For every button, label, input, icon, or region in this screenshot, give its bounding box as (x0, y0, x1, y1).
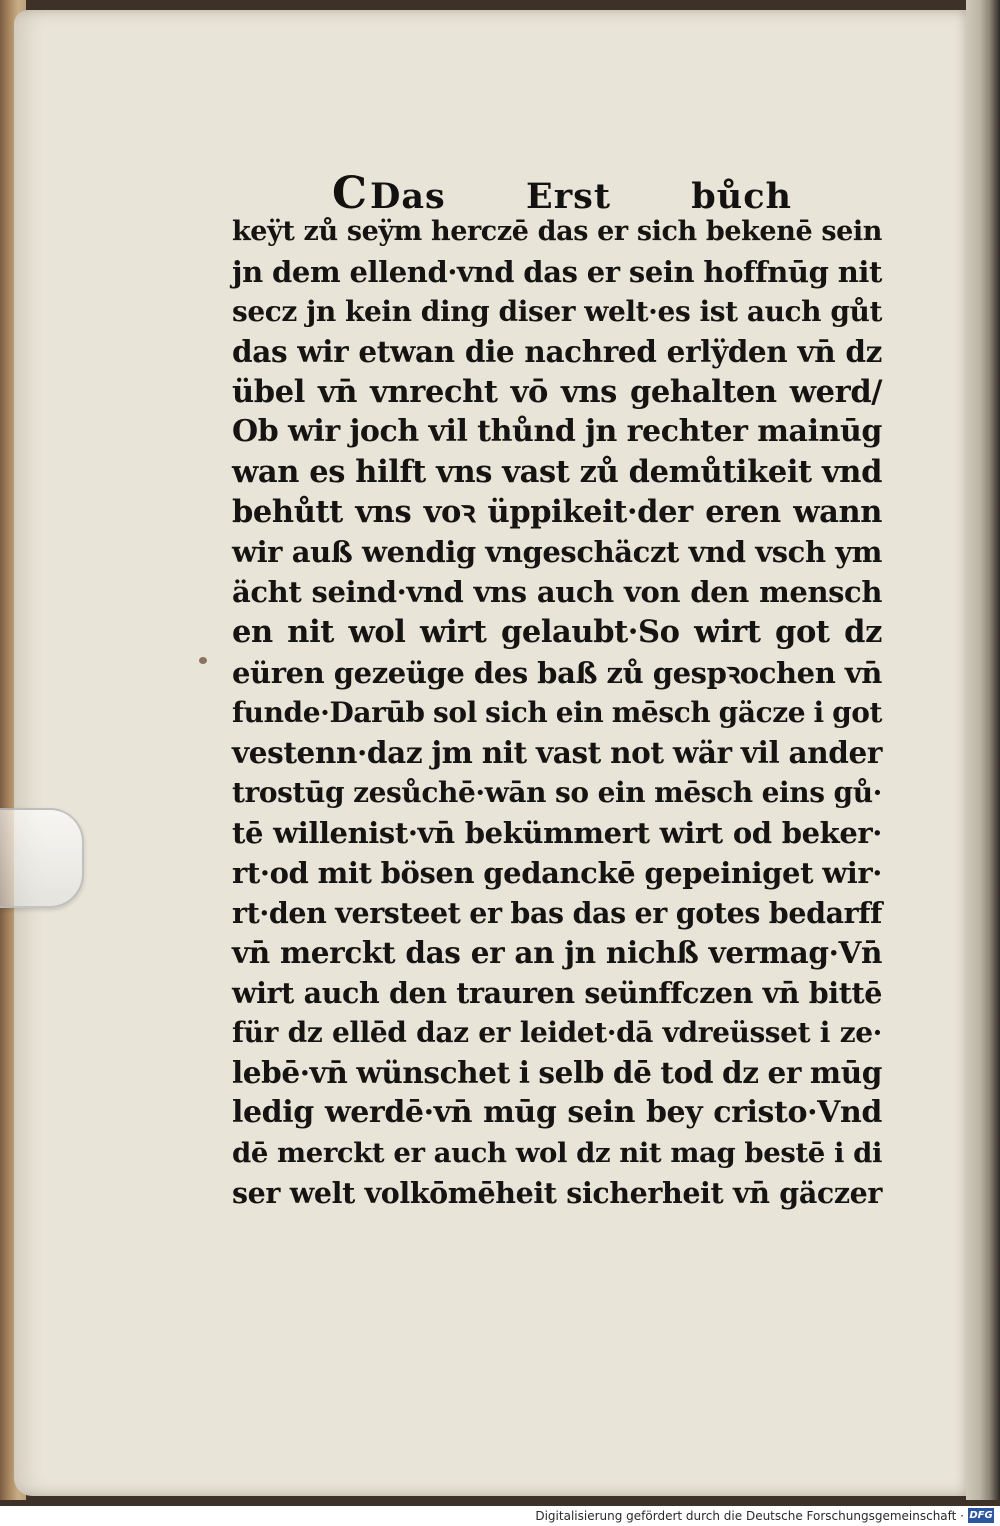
text-line: das wir etwan die nachred erlÿden vn̄ dz (232, 334, 882, 370)
text-line: behůtt vns voꝛ üppikeit·der eren wann (232, 494, 882, 531)
text-line: ächt seind·vnd vns auch von den mensch (232, 575, 882, 610)
text-line: ser welt volkōmēheit sicherheit vn̄ gäczer (232, 1176, 882, 1211)
page-clip (0, 808, 84, 908)
text-line: Ob wir joch vil thůnd jn rechter mainūg (232, 414, 882, 450)
text-line: für dz ellēd daz er leidet·dā vdreüsset i ze· (232, 1015, 882, 1049)
text-line: ledig werdē·vn̄ mūg sein bey cristo·Vnd (232, 1095, 882, 1131)
body-text (232, 212, 882, 1213)
text-line: rt·den versteet er bas das er gotes bedarff (232, 895, 882, 930)
ink-spot (199, 657, 207, 664)
page-stack-edge (966, 0, 1000, 1500)
text-line: keÿt zů seÿm herczē das er sich bekenē sein (232, 216, 882, 247)
running-head-buch: bůch (691, 176, 792, 217)
dfg-logo: DFG (969, 1510, 993, 1521)
text-line: rt·od mit bösen gedanckē gepeiniget wir· (232, 855, 882, 890)
text-block (232, 168, 882, 1213)
text-line: vn̄ merckt das er an jn nichß vermag·Vn̄ (232, 934, 882, 970)
text-line: trostūg zesůchē·wān so ein mēsch eins gů· (232, 775, 882, 809)
text-line: jn dem ellend·vnd das er sein hoffnūg nit (232, 255, 882, 290)
text-line: dē merckt er auch wol dz nit mag bestē i di (232, 1137, 882, 1170)
text-line: vestenn·daz jm nit vast not wär vil ander (232, 734, 882, 770)
running-head-das: Das (370, 176, 446, 217)
text-line: lebē·vn̄ wünschet i selb dē tod dz er mūg (232, 1054, 882, 1090)
funding-credit: Digitalisierung gefördert durch die Deutsche Forschungsgemeinschaft · (535, 1509, 964, 1523)
text-line: en nit wol wirt gelaubt·So wirt got dz (232, 614, 882, 651)
text-line: wir auß wendig vngeschäczt vnd vsch ym (232, 535, 882, 570)
text-line: wan es hilft vns vast zů demůtikeit vnd (232, 454, 882, 491)
running-head (232, 168, 882, 219)
text-line: wirt auch den trauren seünffczen vn̄ bittē (232, 975, 882, 1010)
text-line: eüren gezeüge des baß zů gespꝛochen vn̄ (232, 655, 882, 690)
text-line: secz jn kein ding diser welt·es ist auch gůt (232, 295, 882, 329)
running-head-erst: Erst (526, 176, 612, 217)
paragraph-mark-initial: C (332, 168, 369, 219)
text-line: funde·Darūb sol sich ein mēsch gäcze i got (232, 695, 883, 729)
text-line: übel vn̄ vnrecht vō vns gehalten werd/ (232, 374, 882, 411)
text-line: tē willenist·vn̄ bekümmert wirt od beker· (232, 815, 882, 850)
